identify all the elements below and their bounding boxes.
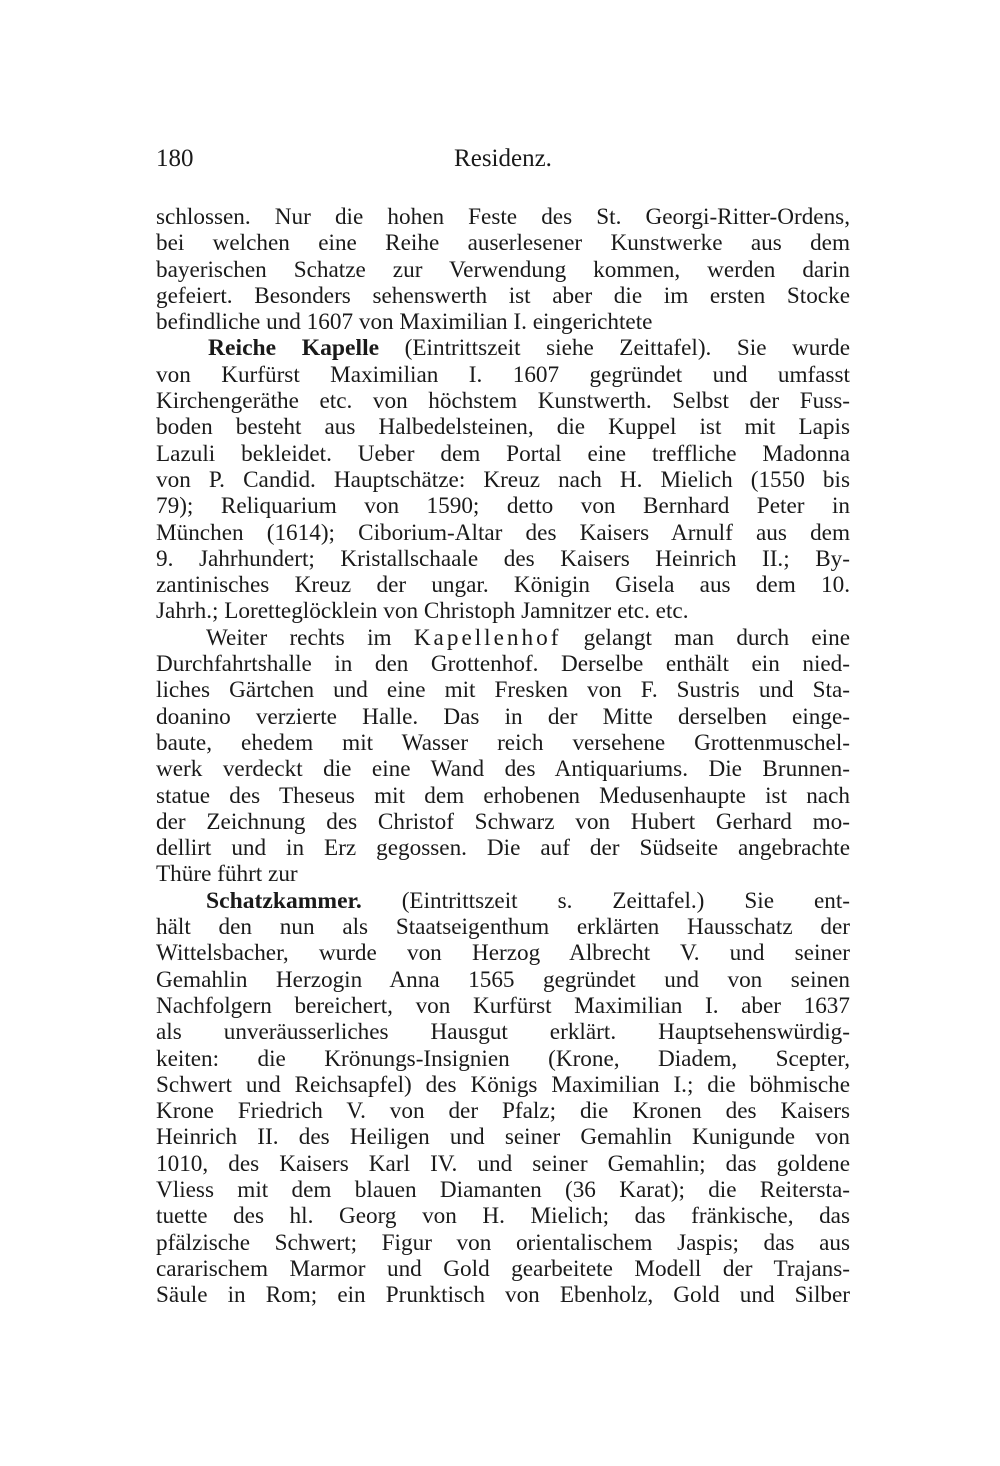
text-line: tuette des hl. Georg von H. Mielich; das fränkische, das xyxy=(156,1203,850,1230)
paragraph-reiche-kapelle xyxy=(156,335,850,624)
text-line: Schwert und Reichsapfel) des Königs Maximilian I.; die böhmische xyxy=(156,1071,850,1098)
text-line: doanino verzierte Halle. Das in der Mitte derselben einge- xyxy=(156,703,850,730)
text-line: Vliess mit dem blauen Diamanten (36 Karat); die Reitersta- xyxy=(156,1176,850,1203)
text-line xyxy=(156,335,850,361)
text-line: Heinrich II. des Heiligen und seiner Gemahlin Kunigunde von xyxy=(156,1124,850,1151)
text-line: gefeiert. Besonders sehenswerth ist aber die im ersten Stocke xyxy=(156,282,850,309)
section-term-schatzkammer: Schatzkammer. xyxy=(206,887,362,914)
text-line: schlossen. Nur die hohen Feste des St. Georgi-Ritter-Ordens, xyxy=(156,204,850,230)
running-head xyxy=(156,144,850,184)
text-line: 1010, des Kaisers Karl IV. und seiner Gemahlin; das goldene xyxy=(156,1150,850,1177)
text-line: 79); Reliquarium von 1590; detto von Bernhard Peter in xyxy=(156,493,850,520)
text-run: (Eintrittszeit siehe Zeittafel). Sie wurde xyxy=(379,335,851,362)
text-line: boden besteht aus Halbedelsteinen, die Kuppel ist mit Lapis xyxy=(156,414,850,441)
text-line: zantinisches Kreuz der ungar. Königin Gisela aus dem 10. xyxy=(156,572,850,599)
body-text xyxy=(156,204,850,1308)
text-line: Durchfahrtshalle in den Grottenhof. Derselbe enthält ein nied- xyxy=(156,651,850,678)
text-line: statue des Theseus mit dem erhobenen Medusenhaupte ist nach xyxy=(156,782,850,809)
text-line: der Zeichnung des Christof Schwarz von Hubert Gerhard mo- xyxy=(156,808,850,835)
text-line: werk verdeckt die eine Wand des Antiquariums. Die Brunnen- xyxy=(156,756,850,783)
text-line: von P. Candid. Hauptschätze: Kreuz nach H. Mielich (1550 bis xyxy=(156,466,850,493)
page-number: 180 xyxy=(156,145,194,172)
text-line: München (1614); Ciborium-Altar des Kaisers Arnulf aus dem xyxy=(156,519,850,546)
spaced-term-kapellenhof: Kapellenhof xyxy=(413,624,562,651)
text-line: bei welchen eine Reihe auserlesener Kunstwerke aus dem xyxy=(156,230,850,257)
text-line: dellirt und in Erz gegossen. Die auf der Südseite angebrachte xyxy=(156,835,850,862)
text-run: (Eintrittszeit s. Zeittafel.) Sie ent- xyxy=(361,887,850,914)
text-line: von Kurfürst Maximilian I. 1607 gegründet und umfasst xyxy=(156,361,850,388)
text-line: Jahrh.; Loretteglöcklein von Christoph Jamnitzer etc. etc. xyxy=(156,598,689,625)
text-line: Thüre führt zur xyxy=(156,861,298,888)
text-line: Kirchengeräthe etc. von höchstem Kunstwerth. Selbst der Fuss- xyxy=(156,388,850,415)
text-run: Weiter rechts im xyxy=(206,624,414,651)
text-line: cararischem Marmor und Gold gearbeitete Modell der Trajans- xyxy=(156,1255,850,1282)
paragraph-grottenhof xyxy=(156,625,850,888)
header-title: Residenz. xyxy=(454,145,552,172)
text-line: Nachfolgern bereichert, von Kurfürst Maximilian I. aber 1637 xyxy=(156,992,850,1019)
text-line: baute, ehedem mit Wasser reich versehene Grottenmuschel- xyxy=(156,729,850,756)
text-line: hält den nun als Staatseigenthum erklärten Hausschatz der xyxy=(156,914,850,941)
text-run: gelangt man durch eine xyxy=(561,624,850,651)
text-line: befindliche und 1607 von Maximilian I. eingerichtete xyxy=(156,309,653,336)
text-line: Krone Friedrich V. von der Pfalz; die Kronen des Kaisers xyxy=(156,1098,850,1125)
text-line: Wittelsbacher, wurde von Herzog Albrecht V. und seiner xyxy=(156,940,850,967)
text-line: als unveräusserliches Hausgut erklärt. Hauptsehenswürdig- xyxy=(156,1019,850,1046)
text-line xyxy=(156,888,850,914)
paragraph-continuation xyxy=(156,204,850,335)
text-line: bayerischen Schatze zur Verwendung kommen, werden darin xyxy=(156,256,850,283)
text-line: Gemahlin Herzogin Anna 1565 gegründet und von seinen xyxy=(156,966,850,993)
text-line: Lazuli bekleidet. Ueber dem Portal eine treffliche Madonna xyxy=(156,440,850,467)
text-line: keiten: die Krönungs-Insignien (Krone, Diadem, Scepter, xyxy=(156,1045,850,1072)
text-line: 9. Jahrhundert; Kristallschaale des Kaisers Heinrich II.; By- xyxy=(156,545,850,572)
book-page xyxy=(156,144,850,1308)
text-line: pfälzische Schwert; Figur von orientalischem Jaspis; das aus xyxy=(156,1229,850,1256)
section-term-reiche-kapelle: Reiche Kapelle xyxy=(208,335,380,362)
paragraph-schatzkammer xyxy=(156,888,850,1309)
text-line: liches Gärtchen und eine mit Fresken von F. Sustris und Sta- xyxy=(156,677,850,704)
text-line: Säule in Rom; ein Prunktisch von Ebenholz, Gold und Silber xyxy=(156,1282,850,1309)
text-line xyxy=(156,625,850,651)
